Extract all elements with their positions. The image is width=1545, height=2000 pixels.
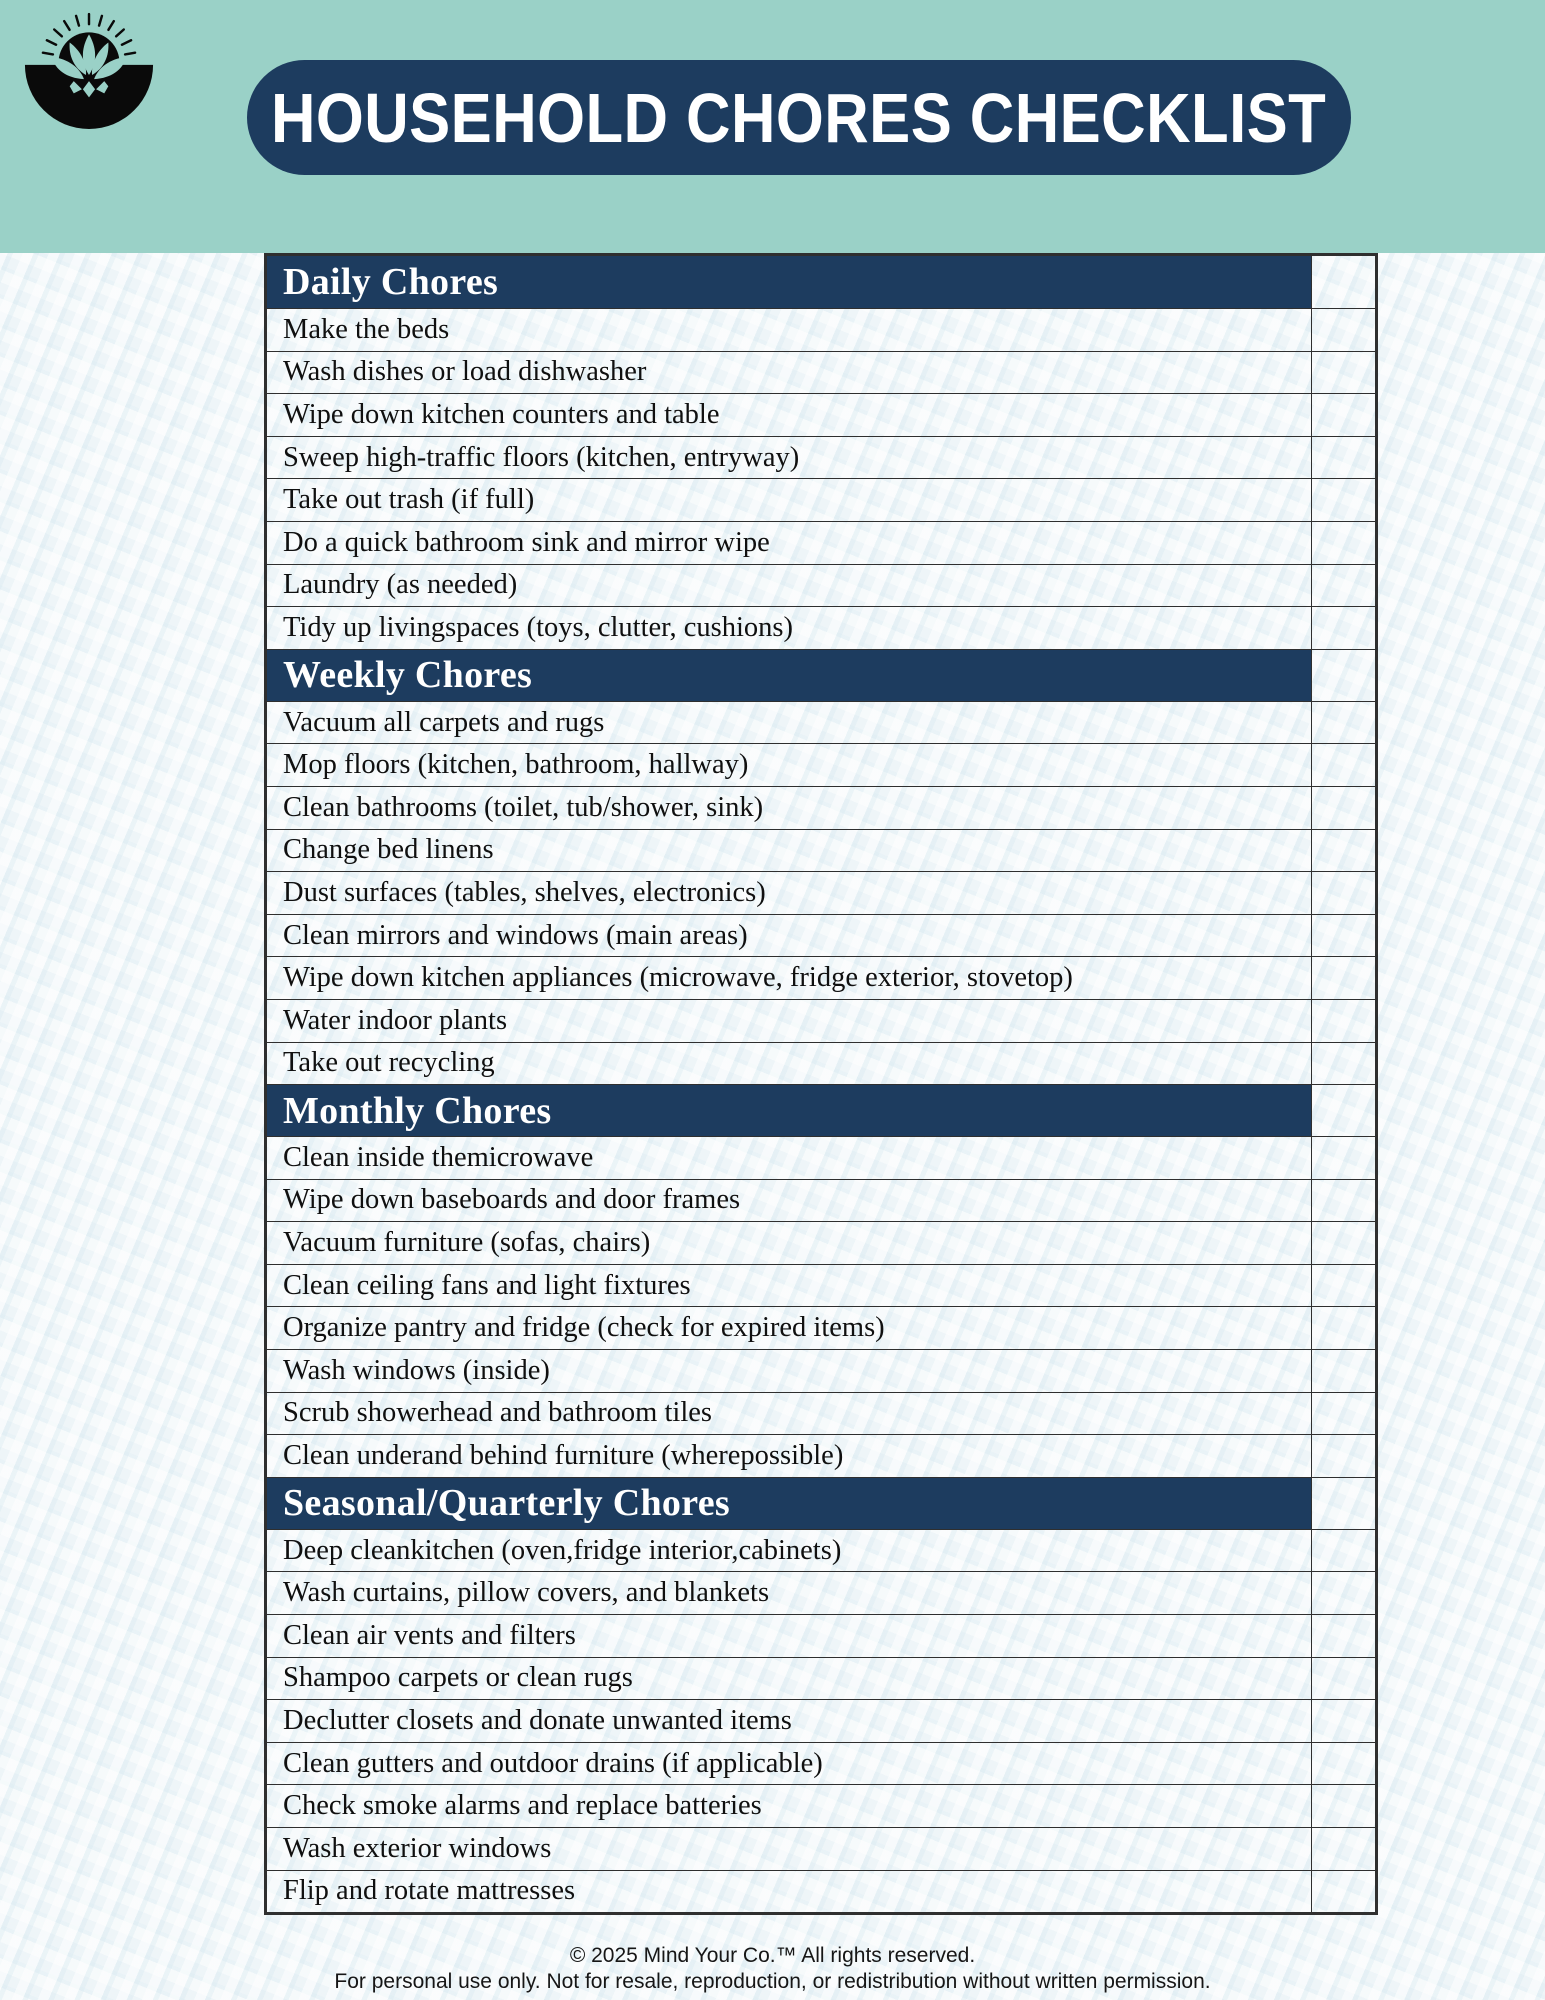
chore-checkbox-cell[interactable] [1311,1043,1375,1085]
chore-row [267,393,1375,436]
chore-checkbox-cell[interactable] [1311,872,1375,914]
chore-checkbox-cell[interactable] [1311,1435,1375,1477]
chore-row [267,1699,1375,1742]
chore-checkbox-cell[interactable] [1311,479,1375,521]
chore-label: Change bed linens [283,834,494,866]
chore-label: Wipe down kitchen counters and table [283,398,720,430]
chore-row [267,478,1375,521]
chore-row [267,1657,1375,1700]
chore-checkbox-cell[interactable] [1311,1530,1375,1572]
chore-row [267,871,1375,914]
chore-label: Clean underand behind furniture (wherepossible) [283,1440,844,1472]
chore-checkbox-cell[interactable] [1311,1743,1375,1785]
section-header-check-cell [1311,650,1375,701]
chore-row [267,999,1375,1042]
chores-table [264,253,1378,1915]
chore-label: Sweep high-traffic floors (kitchen, entryway) [283,441,800,473]
chore-checkbox-cell[interactable] [1311,352,1375,394]
chore-row [267,829,1375,872]
chore-checkbox-cell[interactable] [1311,1615,1375,1657]
chore-label: Wash curtains, pillow covers, and blankets [283,1577,770,1609]
chore-checkbox-cell[interactable] [1311,522,1375,564]
chore-label: Clean air vents and filters [283,1619,576,1651]
chore-label: Flip and rotate mattresses [283,1875,576,1907]
chore-checkbox-cell[interactable] [1311,915,1375,957]
chore-label: Wash dishes or load dishwasher [283,356,647,388]
chore-label: Wipe down kitchen appliances (microwave, fridge exterior, stovetop) [283,962,1073,994]
header-band [0,0,1545,253]
chore-label: Wipe down baseboards and door frames [283,1184,741,1216]
chore-checkbox-cell[interactable] [1311,1871,1375,1913]
section-header-row [267,256,1375,308]
chore-checkbox-cell[interactable] [1311,1785,1375,1827]
chore-checkbox-cell[interactable] [1311,437,1375,479]
chore-row [267,956,1375,999]
chore-row [267,351,1375,394]
chore-row [267,564,1375,607]
chore-label: Deep cleankitchen (oven,fridge interior,cabinets) [283,1534,842,1566]
chore-row [267,1434,1375,1477]
chore-label: Make the beds [283,313,450,345]
section-header-label: Daily Chores [267,256,1311,308]
chore-checkbox-cell[interactable] [1311,787,1375,829]
chore-row [267,1264,1375,1307]
chore-row [267,1136,1375,1179]
chore-checkbox-cell[interactable] [1311,957,1375,999]
section-header-check-cell [1311,1478,1375,1529]
chore-label: Check smoke alarms and replace batteries [283,1790,762,1822]
footer [0,1943,1545,1995]
chore-row [267,1529,1375,1572]
section-header-row [267,1477,1375,1529]
chore-checkbox-cell[interactable] [1311,1700,1375,1742]
lotus-logo-icon [22,12,156,132]
chore-checkbox-cell[interactable] [1311,1572,1375,1614]
chore-label: Take out trash (if full) [283,484,535,516]
chore-label: Clean inside themicrowave [283,1141,594,1173]
chore-checkbox-cell[interactable] [1311,1180,1375,1222]
chore-row [267,1870,1375,1913]
chore-label: Organize pantry and fridge (check for expired items) [283,1312,885,1344]
footer-disclaimer: For personal use only. Not for resale, reproduction, or redistribution without written permission. [334,1970,1211,1993]
chore-checkbox-cell[interactable] [1311,1137,1375,1179]
chore-row [267,1349,1375,1392]
chore-row [267,1392,1375,1435]
chore-checkbox-cell[interactable] [1311,1658,1375,1700]
section-header-label: Weekly Chores [267,650,1311,701]
chore-row [267,1571,1375,1614]
chore-label: Water indoor plants [283,1004,508,1036]
title-banner [247,60,1351,175]
chore-row [267,1042,1375,1085]
chore-label: Mop floors (kitchen, bathroom, hallway) [283,749,749,781]
chore-label: Do a quick bathroom sink and mirror wipe [283,526,770,558]
chore-label: Wash windows (inside) [283,1354,550,1386]
chore-label: Scrub showerhead and bathroom tiles [283,1397,712,1429]
chore-row [267,308,1375,351]
chore-checkbox-cell[interactable] [1311,1265,1375,1307]
chore-row [267,436,1375,479]
footer-copyright: © 2025 Mind Your Co.™ All rights reserved. [569,1944,976,1967]
chore-row [267,743,1375,786]
chore-row [267,701,1375,744]
chore-label: Vacuum all carpets and rugs [283,706,605,738]
chore-checkbox-cell[interactable] [1311,1307,1375,1349]
chore-row [267,1827,1375,1870]
chore-row [267,914,1375,957]
chore-label: Wash exterior windows [283,1832,552,1864]
chore-label: Clean bathrooms (toilet, tub/shower, sink) [283,791,764,823]
section-header-row [267,649,1375,701]
chore-row [267,1614,1375,1657]
chore-row [267,1784,1375,1827]
chore-checkbox-cell[interactable] [1311,1393,1375,1435]
chore-checkbox-cell[interactable] [1311,702,1375,744]
chore-row [267,521,1375,564]
chore-checkbox-cell[interactable] [1311,1000,1375,1042]
chore-label: Clean mirrors and windows (main areas) [283,919,748,951]
chore-checkbox-cell[interactable] [1311,1350,1375,1392]
chore-checkbox-cell[interactable] [1311,565,1375,607]
section-header-label: Monthly Chores [267,1085,1311,1136]
chore-checkbox-cell[interactable] [1311,1828,1375,1870]
section-header-label: Seasonal/Quarterly Chores [267,1478,1311,1529]
page-title: HOUSEHOLD CHORES CHECKLIST [271,78,1327,157]
chore-checkbox-cell[interactable] [1311,1222,1375,1264]
chore-label: Shampoo carpets or clean rugs [283,1662,633,1694]
chore-checkbox-cell[interactable] [1311,394,1375,436]
chore-row [267,1221,1375,1264]
section-header-row [267,1084,1375,1136]
chore-label: Tidy up livingspaces (toys, clutter, cushions) [283,611,793,643]
chore-row [267,1306,1375,1349]
chore-row [267,1742,1375,1785]
chore-row [267,786,1375,829]
section-header-check-cell [1311,1085,1375,1136]
chore-label: Declutter closets and donate unwanted items [283,1705,792,1737]
chore-label: Clean ceiling fans and light fixtures [283,1269,691,1301]
chore-label: Take out recycling [283,1047,495,1079]
chore-checkbox-cell[interactable] [1311,744,1375,786]
chore-label: Dust surfaces (tables, shelves, electronics) [283,876,766,908]
chore-checkbox-cell[interactable] [1311,309,1375,351]
chore-checkbox-cell[interactable] [1311,607,1375,649]
chore-label: Laundry (as needed) [283,569,518,601]
chore-row [267,1179,1375,1222]
chore-label: Vacuum furniture (sofas, chairs) [283,1227,651,1259]
chore-label: Clean gutters and outdoor drains (if applicable) [283,1747,823,1779]
chore-row [267,606,1375,649]
section-header-check-cell [1311,256,1375,308]
chore-checkbox-cell[interactable] [1311,830,1375,872]
